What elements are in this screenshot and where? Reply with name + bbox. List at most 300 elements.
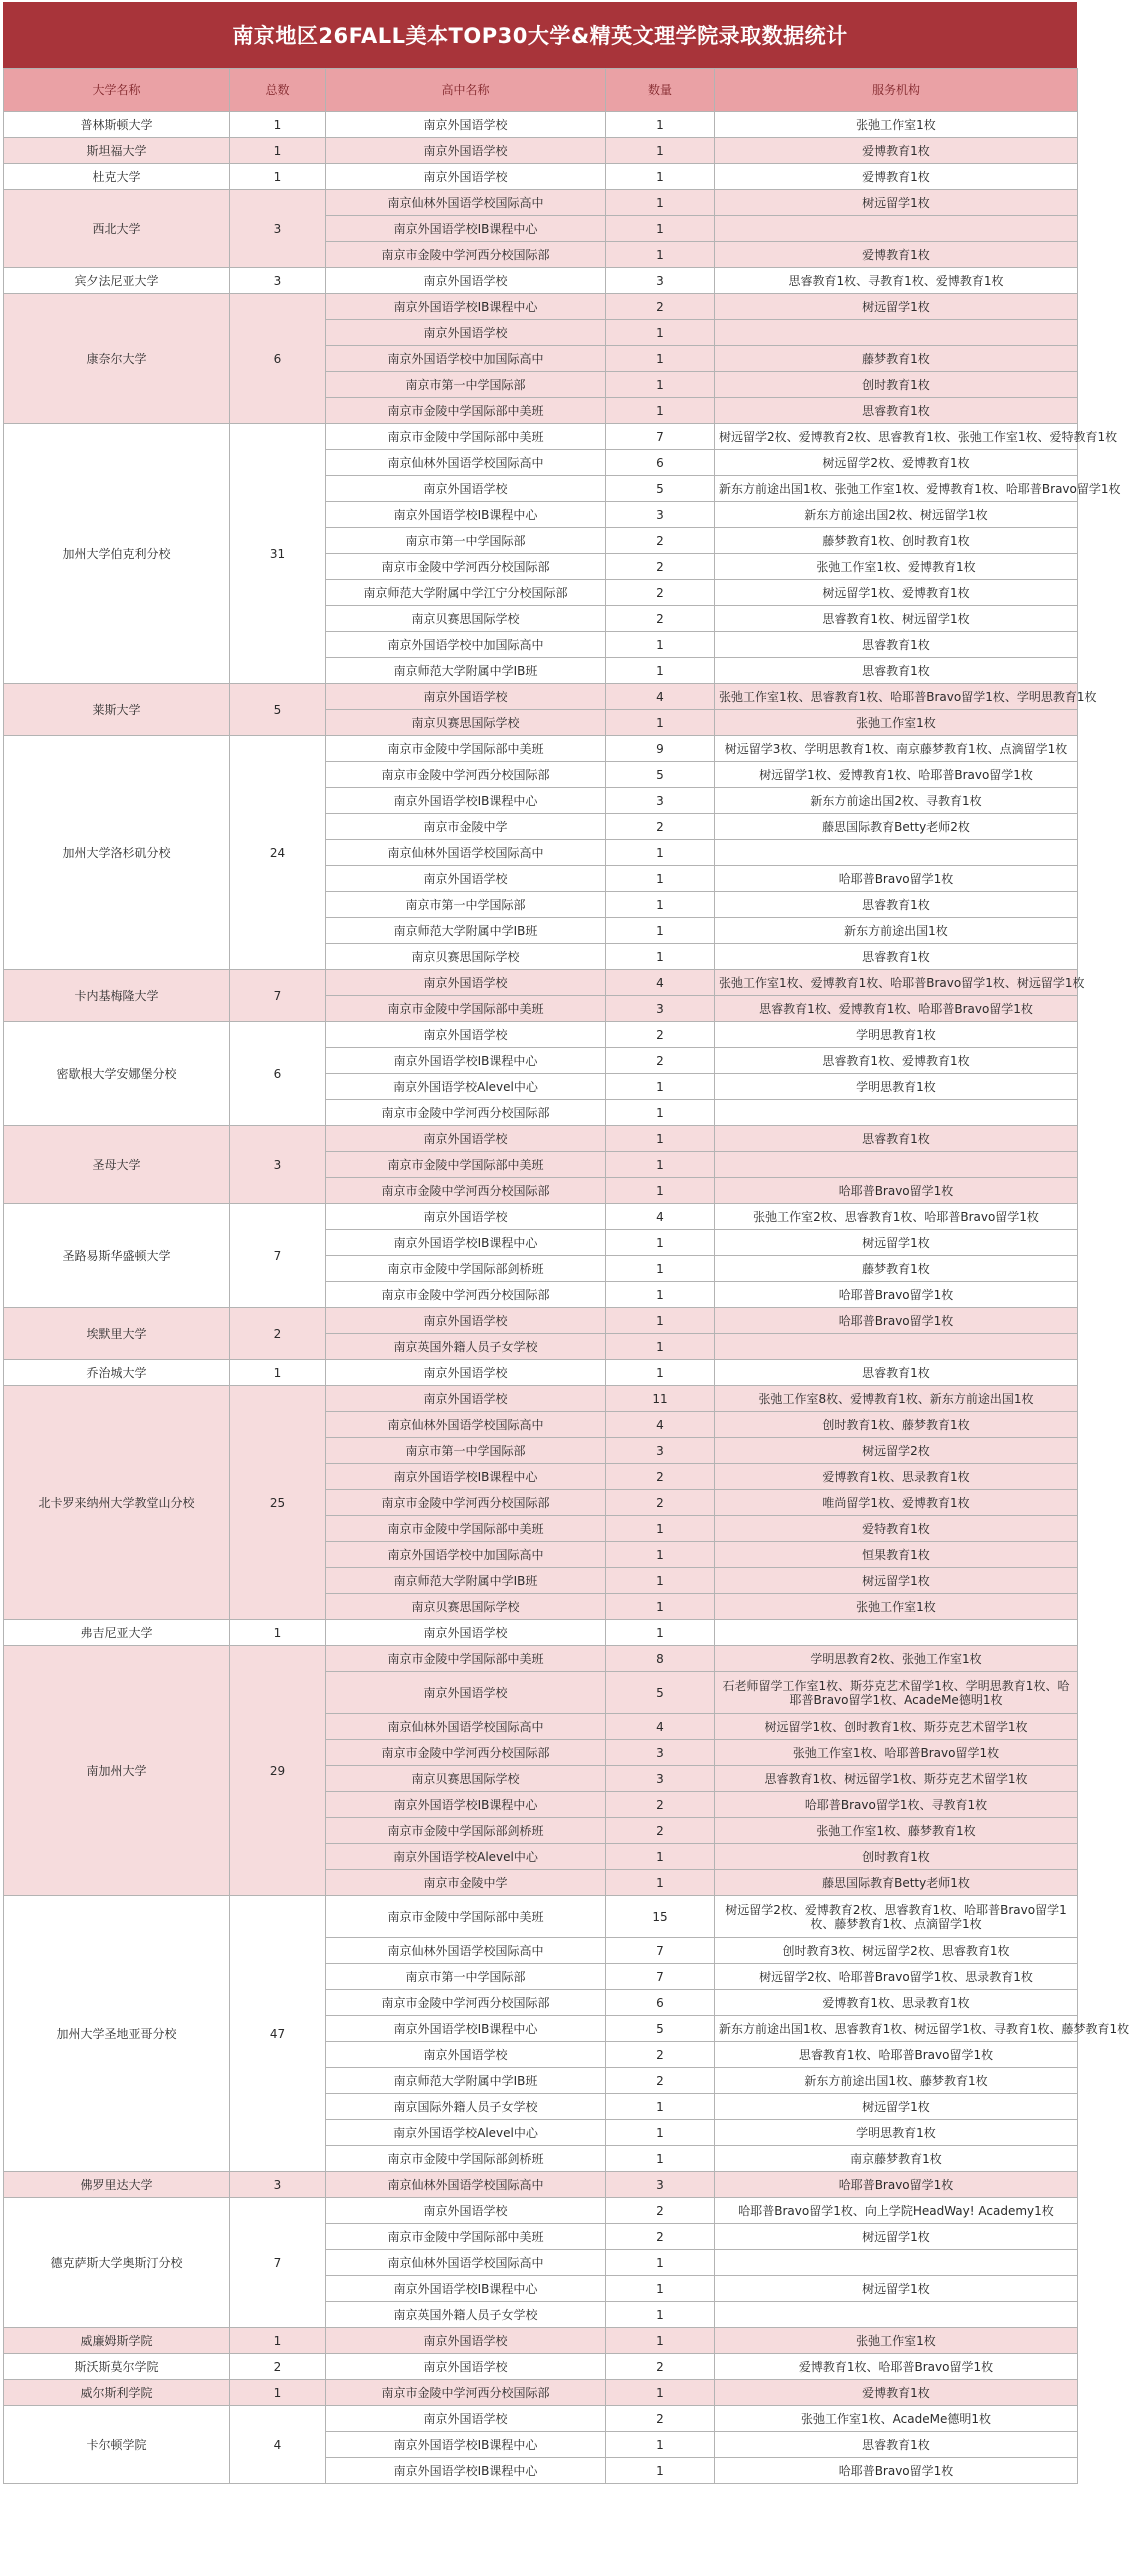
admit-count: 3 (606, 1438, 715, 1464)
high-school-name: 南京外国语学校Alevel中心 (326, 1074, 606, 1100)
high-school-name: 南京市金陵中学河西分校国际部 (326, 242, 606, 268)
service-agency: 新东方前途出国1枚、藤梦教育1枚 (715, 2068, 1078, 2094)
header-total: 总数 (230, 69, 326, 112)
university-name: 密歇根大学安娜堡分校 (4, 1022, 230, 1126)
admit-count: 7 (606, 1964, 715, 1990)
admit-count: 1 (606, 164, 715, 190)
high-school-name: 南京仙林外国语学校国际高中 (326, 840, 606, 866)
high-school-name: 南京外国语学校 (326, 2328, 606, 2354)
university-name: 佛罗里达大学 (4, 2172, 230, 2198)
service-agency: 藤梦教育1枚、创时教育1枚 (715, 528, 1078, 554)
admit-count: 1 (606, 1542, 715, 1568)
service-agency: 张弛工作室1枚 (715, 2328, 1078, 2354)
university-total: 31 (230, 424, 326, 684)
high-school-name: 南京市金陵中学国际部中美班 (326, 996, 606, 1022)
admit-count: 2 (606, 1792, 715, 1818)
admit-count: 4 (606, 970, 715, 996)
admit-count: 1 (606, 320, 715, 346)
high-school-name: 南京外国语学校中加国际高中 (326, 1542, 606, 1568)
service-agency: 树远留学1枚 (715, 294, 1078, 320)
service-agency: 树远留学1枚 (715, 190, 1078, 216)
high-school-name: 南京外国语学校 (326, 476, 606, 502)
high-school-name: 南京仙林外国语学校国际高中 (326, 2172, 606, 2198)
high-school-name: 南京外国语学校 (326, 1672, 606, 1714)
service-agency: 爱博教育1枚、思录教育1枚 (715, 1990, 1078, 2016)
table-row (4, 1620, 1078, 1646)
service-agency: 张弛工作室1枚、爱博教育1枚、哈耶普Bravo留学1枚、树远留学1枚 (715, 970, 1078, 996)
admit-count: 1 (606, 1870, 715, 1896)
service-agency: 思睿教育1枚 (715, 1360, 1078, 1386)
high-school-name: 南京外国语学校IB课程中心 (326, 1230, 606, 1256)
high-school-name: 南京贝赛思国际学校 (326, 710, 606, 736)
admit-count: 9 (606, 736, 715, 762)
university-total: 1 (230, 138, 326, 164)
high-school-name: 南京市金陵中学国际部剑桥班 (326, 1256, 606, 1282)
service-agency: 树远留学1枚、创时教育1枚、斯芬克艺术留学1枚 (715, 1714, 1078, 1740)
university-name: 加州大学伯克利分校 (4, 424, 230, 684)
service-agency: 树远留学3枚、学明思教育1枚、南京藤梦教育1枚、点滴留学1枚 (715, 736, 1078, 762)
university-total: 2 (230, 2354, 326, 2380)
admit-count: 3 (606, 502, 715, 528)
service-agency: 哈耶普Bravo留学1枚 (715, 1178, 1078, 1204)
service-agency (715, 1152, 1078, 1178)
admit-count: 8 (606, 1646, 715, 1672)
service-agency: 南京藤梦教育1枚 (715, 2146, 1078, 2172)
admit-count: 3 (606, 1740, 715, 1766)
admit-count: 1 (606, 1282, 715, 1308)
admit-count: 3 (606, 2172, 715, 2198)
high-school-name: 南京外国语学校 (326, 1022, 606, 1048)
table-row (4, 970, 1078, 996)
admit-count: 1 (606, 1620, 715, 1646)
service-agency: 思睿教育1枚 (715, 1126, 1078, 1152)
service-agency: 思睿教育1枚 (715, 2432, 1078, 2458)
service-agency: 新东方前途出国1枚、思睿教育1枚、树远留学1枚、寻教育1枚、藤梦教育1枚 (715, 2016, 1078, 2042)
admit-count: 1 (606, 892, 715, 918)
header-agency: 服务机构 (715, 69, 1078, 112)
university-total: 1 (230, 112, 326, 138)
table-row (4, 736, 1078, 762)
service-agency (715, 2250, 1078, 2276)
service-agency: 创时教育1枚、藤梦教育1枚 (715, 1412, 1078, 1438)
admit-count: 1 (606, 2458, 715, 2484)
high-school-name: 南京市金陵中学河西分校国际部 (326, 1282, 606, 1308)
high-school-name: 南京市金陵中学国际部中美班 (326, 398, 606, 424)
service-agency: 张弛工作室1枚 (715, 1594, 1078, 1620)
service-agency: 思睿教育1枚 (715, 892, 1078, 918)
high-school-name: 南京市第一中学国际部 (326, 892, 606, 918)
service-agency: 学明思教育1枚 (715, 2120, 1078, 2146)
service-agency: 树远留学2枚、爱博教育1枚 (715, 450, 1078, 476)
high-school-name: 南京外国语学校中加国际高中 (326, 632, 606, 658)
high-school-name: 南京仙林外国语学校国际高中 (326, 1714, 606, 1740)
service-agency: 树远留学1枚 (715, 1230, 1078, 1256)
table-row (4, 268, 1078, 294)
table-row (4, 2406, 1078, 2432)
high-school-name: 南京外国语学校 (326, 112, 606, 138)
university-name: 加州大学圣地亚哥分校 (4, 1896, 230, 2172)
university-name: 北卡罗来纳州大学教堂山分校 (4, 1386, 230, 1620)
service-agency: 树远留学1枚 (715, 2094, 1078, 2120)
admit-count: 1 (606, 1230, 715, 1256)
service-agency: 藤梦教育1枚 (715, 346, 1078, 372)
admit-count: 1 (606, 398, 715, 424)
admit-count: 2 (606, 554, 715, 580)
table-row (4, 2198, 1078, 2224)
service-agency: 哈耶普Bravo留学1枚 (715, 1282, 1078, 1308)
service-agency: 哈耶普Bravo留学1枚 (715, 1308, 1078, 1334)
admit-count: 1 (606, 242, 715, 268)
university-total: 3 (230, 2172, 326, 2198)
admit-count: 1 (606, 1568, 715, 1594)
university-total: 47 (230, 1896, 326, 2172)
university-name: 威廉姆斯学院 (4, 2328, 230, 2354)
admit-count: 1 (606, 1360, 715, 1386)
university-total: 1 (230, 164, 326, 190)
service-agency: 藤思国际教育Betty老师1枚 (715, 1870, 1078, 1896)
service-agency: 藤梦教育1枚 (715, 1256, 1078, 1282)
service-agency: 创时教育1枚 (715, 1844, 1078, 1870)
service-agency: 张弛工作室8枚、爱博教育1枚、新东方前途出国1枚 (715, 1386, 1078, 1412)
high-school-name: 南京外国语学校 (326, 1386, 606, 1412)
service-agency: 爱特教育1枚 (715, 1516, 1078, 1542)
university-name: 埃默里大学 (4, 1308, 230, 1360)
high-school-name: 南京外国语学校IB课程中心 (326, 216, 606, 242)
high-school-name: 南京外国语学校IB课程中心 (326, 1048, 606, 1074)
high-school-name: 南京外国语学校IB课程中心 (326, 2458, 606, 2484)
service-agency: 思睿教育1枚、哈耶普Bravo留学1枚 (715, 2042, 1078, 2068)
admit-count: 4 (606, 1204, 715, 1230)
service-agency (715, 216, 1078, 242)
high-school-name: 南京市第一中学国际部 (326, 1438, 606, 1464)
table-row (4, 684, 1078, 710)
admit-count: 11 (606, 1386, 715, 1412)
admit-count: 1 (606, 658, 715, 684)
high-school-name: 南京市金陵中学国际部中美班 (326, 1152, 606, 1178)
admit-count: 2 (606, 2068, 715, 2094)
service-agency: 张弛工作室1枚、哈耶普Bravo留学1枚 (715, 1740, 1078, 1766)
table-row (4, 2328, 1078, 2354)
service-agency: 哈耶普Bravo留学1枚、向上学院HeadWay! Academy1枚 (715, 2198, 1078, 2224)
service-agency (715, 320, 1078, 346)
university-total: 1 (230, 1360, 326, 1386)
admit-count: 2 (606, 528, 715, 554)
table-row (4, 112, 1078, 138)
service-agency: 思睿教育1枚、爱博教育1枚、哈耶普Bravo留学1枚 (715, 996, 1078, 1022)
admit-count: 1 (606, 112, 715, 138)
service-agency: 爱博教育1枚 (715, 242, 1078, 268)
high-school-name: 南京市金陵中学河西分校国际部 (326, 554, 606, 580)
university-name: 圣路易斯华盛顿大学 (4, 1204, 230, 1308)
high-school-name: 南京外国语学校 (326, 1308, 606, 1334)
university-total: 7 (230, 970, 326, 1022)
university-total: 2 (230, 1308, 326, 1360)
high-school-name: 南京外国语学校 (326, 268, 606, 294)
service-agency: 思睿教育1枚 (715, 632, 1078, 658)
admit-count: 5 (606, 762, 715, 788)
service-agency: 石老师留学工作室1枚、斯芬克艺术留学1枚、学明思教育1枚、哈耶普Bravo留学1枚、AcadeMe德明1枚 (715, 1672, 1078, 1714)
admit-count: 1 (606, 138, 715, 164)
university-name: 斯坦福大学 (4, 138, 230, 164)
high-school-name: 南京外国语学校IB课程中心 (326, 294, 606, 320)
service-agency: 树远留学2枚、爱博教育2枚、思睿教育1枚、张弛工作室1枚、爱特教育1枚 (715, 424, 1078, 450)
table-row (4, 1360, 1078, 1386)
high-school-name: 南京外国语学校 (326, 684, 606, 710)
university-total: 3 (230, 268, 326, 294)
service-agency: 哈耶普Bravo留学1枚、寻教育1枚 (715, 1792, 1078, 1818)
university-name: 乔治城大学 (4, 1360, 230, 1386)
high-school-name: 南京外国语学校 (326, 2042, 606, 2068)
admit-count: 3 (606, 788, 715, 814)
table-row (4, 1022, 1078, 1048)
service-agency: 思睿教育1枚 (715, 944, 1078, 970)
service-agency: 藤思国际教育Betty老师2枚 (715, 814, 1078, 840)
service-agency: 思睿教育1枚 (715, 658, 1078, 684)
service-agency: 树远留学2枚、哈耶普Bravo留学1枚、思录教育1枚 (715, 1964, 1078, 1990)
high-school-name: 南京外国语学校Alevel中心 (326, 1844, 606, 1870)
admit-count: 3 (606, 268, 715, 294)
service-agency: 新东方前途出国2枚、寻教育1枚 (715, 788, 1078, 814)
service-agency: 创时教育1枚 (715, 372, 1078, 398)
high-school-name: 南京市金陵中学河西分校国际部 (326, 1178, 606, 1204)
service-agency: 树远留学2枚 (715, 1438, 1078, 1464)
table-row (4, 1386, 1078, 1412)
admit-count: 2 (606, 1490, 715, 1516)
service-agency (715, 1334, 1078, 1360)
high-school-name: 南京市金陵中学国际部剑桥班 (326, 2146, 606, 2172)
high-school-name: 南京市金陵中学国际部中美班 (326, 1516, 606, 1542)
admit-count: 4 (606, 1412, 715, 1438)
service-agency (715, 2302, 1078, 2328)
admit-count: 5 (606, 2016, 715, 2042)
high-school-name: 南京外国语学校Alevel中心 (326, 2120, 606, 2146)
admit-count: 7 (606, 1938, 715, 1964)
table-row (4, 1126, 1078, 1152)
high-school-name: 南京外国语学校 (326, 1620, 606, 1646)
service-agency (715, 1620, 1078, 1646)
high-school-name: 南京师范大学附属中学IB班 (326, 918, 606, 944)
high-school-name: 南京市金陵中学国际部剑桥班 (326, 1818, 606, 1844)
university-name: 莱斯大学 (4, 684, 230, 736)
high-school-name: 南京外国语学校 (326, 1126, 606, 1152)
high-school-name: 南京贝赛思国际学校 (326, 1766, 606, 1792)
admit-count: 1 (606, 2276, 715, 2302)
high-school-name: 南京贝赛思国际学校 (326, 944, 606, 970)
university-name: 德克萨斯大学奥斯汀分校 (4, 2198, 230, 2328)
university-name: 卡内基梅隆大学 (4, 970, 230, 1022)
university-name: 西北大学 (4, 190, 230, 268)
page-title: 南京地区26FALL美本TOP30大学&精英文理学院录取数据统计 (3, 2, 1077, 68)
university-total: 24 (230, 736, 326, 970)
table-row (4, 1204, 1078, 1230)
admit-count: 1 (606, 346, 715, 372)
table-row (4, 1896, 1078, 1938)
high-school-name: 南京仙林外国语学校国际高中 (326, 190, 606, 216)
service-agency: 树远留学1枚、爱博教育1枚、哈耶普Bravo留学1枚 (715, 762, 1078, 788)
service-agency: 张弛工作室1枚 (715, 112, 1078, 138)
service-agency: 张弛工作室1枚、AcadeMe德明1枚 (715, 2406, 1078, 2432)
admit-count: 1 (606, 1256, 715, 1282)
high-school-name: 南京市第一中学国际部 (326, 528, 606, 554)
admit-count: 2 (606, 606, 715, 632)
admit-count: 1 (606, 372, 715, 398)
high-school-name: 南京市金陵中学国际部中美班 (326, 1646, 606, 1672)
high-school-name: 南京市金陵中学河西分校国际部 (326, 762, 606, 788)
high-school-name: 南京市金陵中学 (326, 814, 606, 840)
service-agency: 创时教育3枚、树远留学2枚、思睿教育1枚 (715, 1938, 1078, 1964)
high-school-name: 南京外国语学校IB课程中心 (326, 502, 606, 528)
table-row (4, 2172, 1078, 2198)
admit-count: 1 (606, 1594, 715, 1620)
service-agency: 爱博教育1枚 (715, 138, 1078, 164)
service-agency: 学明思教育1枚 (715, 1022, 1078, 1048)
admit-count: 2 (606, 2042, 715, 2068)
admit-count: 4 (606, 1714, 715, 1740)
service-agency: 张弛工作室1枚 (715, 710, 1078, 736)
service-agency: 新东方前途出国1枚 (715, 918, 1078, 944)
admit-count: 2 (606, 580, 715, 606)
table-row (4, 2354, 1078, 2380)
admit-count: 1 (606, 1844, 715, 1870)
admit-count: 2 (606, 1048, 715, 1074)
university-total: 1 (230, 2380, 326, 2406)
service-agency: 张弛工作室1枚、藤梦教育1枚 (715, 1818, 1078, 1844)
admit-count: 1 (606, 840, 715, 866)
university-total: 7 (230, 1204, 326, 1308)
service-agency: 树远留学1枚 (715, 1568, 1078, 1594)
university-name: 宾夕法尼亚大学 (4, 268, 230, 294)
service-agency: 思睿教育1枚、爱博教育1枚 (715, 1048, 1078, 1074)
admit-count: 1 (606, 866, 715, 892)
admit-count: 1 (606, 190, 715, 216)
high-school-name: 南京市金陵中学河西分校国际部 (326, 1100, 606, 1126)
service-agency: 思睿教育1枚 (715, 398, 1078, 424)
admit-count: 1 (606, 918, 715, 944)
admit-count: 1 (606, 1074, 715, 1100)
high-school-name: 南京市金陵中学河西分校国际部 (326, 1990, 606, 2016)
high-school-name: 南京市金陵中学 (326, 1870, 606, 1896)
service-agency (715, 1100, 1078, 1126)
high-school-name: 南京市金陵中学河西分校国际部 (326, 2380, 606, 2406)
high-school-name: 南京市第一中学国际部 (326, 372, 606, 398)
high-school-name: 南京市金陵中学国际部中美班 (326, 2224, 606, 2250)
admit-count: 7 (606, 424, 715, 450)
table-header-row (4, 69, 1078, 112)
high-school-name: 南京外国语学校 (326, 138, 606, 164)
admit-count: 1 (606, 2380, 715, 2406)
service-agency: 树远留学1枚 (715, 2276, 1078, 2302)
high-school-name: 南京仙林外国语学校国际高中 (326, 2250, 606, 2276)
admit-count: 1 (606, 2302, 715, 2328)
service-agency: 张弛工作室1枚、思睿教育1枚、哈耶普Bravo留学1枚、学明思教育1枚 (715, 684, 1078, 710)
high-school-name: 南京外国语学校 (326, 164, 606, 190)
admit-count: 1 (606, 1126, 715, 1152)
high-school-name: 南京外国语学校IB课程中心 (326, 2016, 606, 2042)
admit-count: 2 (606, 2224, 715, 2250)
university-total: 6 (230, 294, 326, 424)
high-school-name: 南京仙林外国语学校国际高中 (326, 1412, 606, 1438)
admit-count: 5 (606, 476, 715, 502)
admit-count: 1 (606, 1308, 715, 1334)
service-agency: 新东方前途出国1枚、张弛工作室1枚、爱博教育1枚、哈耶普Bravo留学1枚 (715, 476, 1078, 502)
admit-count: 2 (606, 2354, 715, 2380)
service-agency: 新东方前途出国2枚、树远留学1枚 (715, 502, 1078, 528)
service-agency: 树远留学1枚 (715, 2224, 1078, 2250)
table-row (4, 190, 1078, 216)
university-total: 5 (230, 684, 326, 736)
admission-table (3, 68, 1129, 2484)
admit-count: 1 (606, 1152, 715, 1178)
admit-count: 4 (606, 684, 715, 710)
university-total: 3 (230, 1126, 326, 1204)
university-total: 1 (230, 1620, 326, 1646)
service-agency: 学明思教育2枚、张弛工作室1枚 (715, 1646, 1078, 1672)
table-row (4, 138, 1078, 164)
header-high-school: 高中名称 (326, 69, 606, 112)
high-school-name: 南京外国语学校 (326, 2354, 606, 2380)
high-school-name: 南京英国外籍人员子女学校 (326, 1334, 606, 1360)
admit-count: 1 (606, 2120, 715, 2146)
high-school-name: 南京英国外籍人员子女学校 (326, 2302, 606, 2328)
service-agency: 爱博教育1枚、哈耶普Bravo留学1枚 (715, 2354, 1078, 2380)
high-school-name: 南京师范大学附属中学IB班 (326, 2068, 606, 2094)
university-total: 1 (230, 2328, 326, 2354)
admit-count: 1 (606, 1516, 715, 1542)
high-school-name: 南京外国语学校 (326, 866, 606, 892)
admit-count: 2 (606, 814, 715, 840)
service-agency: 爱博教育1枚 (715, 164, 1078, 190)
table-row (4, 164, 1078, 190)
admit-count: 2 (606, 294, 715, 320)
high-school-name: 南京外国语学校 (326, 1360, 606, 1386)
high-school-name: 南京市金陵中学国际部中美班 (326, 1896, 606, 1938)
service-agency: 思睿教育1枚、树远留学1枚 (715, 606, 1078, 632)
service-agency: 爱博教育1枚、思录教育1枚 (715, 1464, 1078, 1490)
high-school-name: 南京师范大学附属中学IB班 (326, 1568, 606, 1594)
service-agency: 张弛工作室2枚、思睿教育1枚、哈耶普Bravo留学1枚 (715, 1204, 1078, 1230)
admit-count: 1 (606, 216, 715, 242)
high-school-name: 南京市第一中学国际部 (326, 1964, 606, 1990)
admit-count: 3 (606, 1766, 715, 1792)
table-row (4, 1646, 1078, 1672)
high-school-name: 南京外国语学校IB课程中心 (326, 1792, 606, 1818)
university-name: 弗吉尼亚大学 (4, 1620, 230, 1646)
university-total: 25 (230, 1386, 326, 1620)
admission-sheet (3, 2, 1129, 2484)
high-school-name: 南京市金陵中学河西分校国际部 (326, 1740, 606, 1766)
table-row (4, 424, 1078, 450)
university-name: 康奈尔大学 (4, 294, 230, 424)
university-name: 圣母大学 (4, 1126, 230, 1204)
admit-count: 1 (606, 1178, 715, 1204)
high-school-name: 南京国际外籍人员子女学校 (326, 2094, 606, 2120)
table-row (4, 2380, 1078, 2406)
admit-count: 1 (606, 632, 715, 658)
high-school-name: 南京外国语学校 (326, 2406, 606, 2432)
admit-count: 1 (606, 710, 715, 736)
admit-count: 5 (606, 1672, 715, 1714)
high-school-name: 南京市金陵中学国际部中美班 (326, 736, 606, 762)
admit-count: 2 (606, 1464, 715, 1490)
university-name: 威尔斯利学院 (4, 2380, 230, 2406)
service-agency: 哈耶普Bravo留学1枚 (715, 2172, 1078, 2198)
high-school-name: 南京师范大学附属中学江宁分校国际部 (326, 580, 606, 606)
admit-count: 6 (606, 1990, 715, 2016)
university-total: 4 (230, 2406, 326, 2484)
table-row (4, 1308, 1078, 1334)
service-agency: 哈耶普Bravo留学1枚 (715, 866, 1078, 892)
admit-count: 1 (606, 2146, 715, 2172)
